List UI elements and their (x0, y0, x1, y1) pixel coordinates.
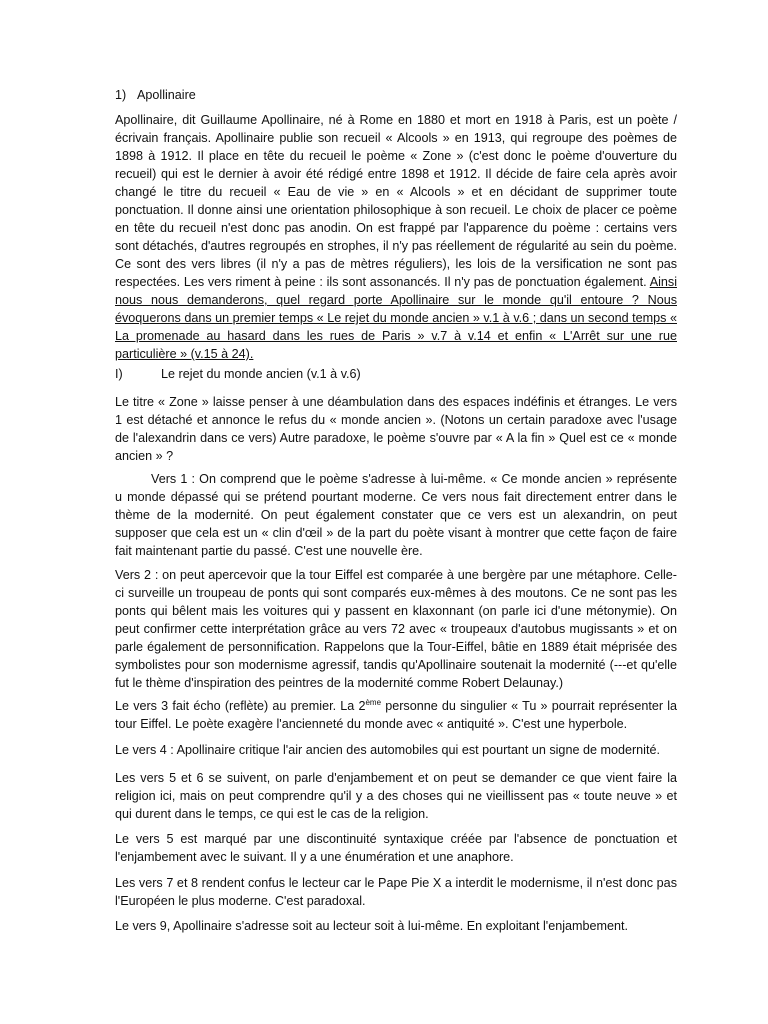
heading-number: 1) (115, 88, 127, 102)
paragraph-titre-zone: Le titre « Zone » laisse penser à une déambulation dans des espaces indéfinis et étranges. Le vers 1 est détaché et annonce le refus du « monde ancien ». (Notons un certain paradoxe avec l'usage de l'alexandrin dans ce vers) Autre paradoxe, le poème s'ouvre par « A la fin » Quel est ce « monde ancien » ? (115, 395, 677, 463)
superscript-eme: ème (365, 697, 382, 707)
paragraph-vers-2: Vers 2 : on peut apercevoir que la tour Eiffel est comparée à une bergère par une métaphore. Celle-ci surveille un troupeau de ponts qui sont comparés eux-mêmes à des moutons. Ce ne sont pas les ponts qui bêlent mais les voitures qui y passent en klaxonnant (on parle ici d'une métonymie). On peut confirmer cette interprétation grâce au vers 72 avec « troupeaux d'autobus mugissants » et on parle également de personnification. Rappelons que la Tour-Eiffel, bâtie en 1889 était méprisée des symbolistes pour son modernisme agressif, tandis qu'Apollinaire soutenait la modernité (---et qu'elle fut le thème d'inspiration des peintres de la modernité comme Robert Delaunay.) (115, 568, 677, 690)
vers-3-text-start: Le vers 3 fait écho (reflète) au premier. La 2 (115, 699, 366, 713)
paragraph-vers-7-8: Les vers 7 et 8 rendent confus le lecteur car le Pape Pie X a interdit le modernisme, il n'est donc pas l'Européen le plus moderne. C'est paradoxal. (115, 876, 677, 908)
section-heading-rejet (115, 365, 361, 383)
paragraph-vers-5-6: Les vers 5 et 6 se suivent, on parle d'enjambement et on peut se demander ce que vient faire la religion ici, mais on peut comprendre qu'il y a des choses qui ne vieillissent pas « toute neuve » et qui durent dans le temps, ce qui est le cas de la religion. (115, 771, 677, 821)
section-heading-apollinaire (115, 86, 196, 104)
paragraph-vers-1: Vers 1 : On comprend que le poème s'adresse à lui-même. « Ce monde ancien » représente u monde dépassé qui se prétend pourtant moderne. Ce vers nous fait directement entrer dans le thème de la modernité. On peut également constater que ce vers est un alexandrin, on peut supposer que cela est un « clin d'œil » de la part du poète visant à montrer que cette façon de faire fait maintenant partie du passé. C'est une nouvelle ère. (115, 472, 677, 558)
vers-3-text-end: personne du singulier « Tu » pourrait représenter la tour Eiffel. Le poète exagère l'ancienneté du monde avec « antiquité ». C'est une hyperbole. (115, 699, 678, 731)
intro-text: Apollinaire, dit Guillaume Apollinaire, né à Rome en 1880 et mort en 1918 à Paris, est un poète / écrivain français. Apollinaire publie son recueil « Alcools » en 1913, qui regroupe des poèmes de 1898 à 1912. Il place en tête du recueil le poème « Zone » (c'est donc le poème d'ouverture du recueil) qui est le dernier à avoir été rédigé entre 1898 et 1912. Il décide de faire cela après avoir changé le titre du recueil « Eau de vie » en « Alcools » et en décidant de supprimer toute ponctuation. Il donne ainsi une orientation philosophique à son recueil. Le choix de placer ce poème en tête du recueil n'est donc pas anodin. On est frappé par l'apparence du poème : certains vers sont détachés, d'autres regroupés en strophes, il n'y pas réellement de régularité au sein du poème. Ce sont des vers libres (il n'y a pas de mètres réguliers), les lois de la versification ne sont pas respectées. Les vers riment à peine : ils sont assonancés. Il n'y pas de ponctuation également. (115, 113, 677, 289)
paragraph-vers-3 (115, 697, 677, 733)
intro-paragraph (115, 111, 677, 363)
paragraph-vers-4: Le vers 4 : Apollinaire critique l'air ancien des automobiles qui est pourtant un signe de modernité. (115, 743, 660, 757)
paragraph-vers-5: Le vers 5 est marqué par une discontinuité syntaxique créée par l'absence de ponctuation et l'enjambement avec le suivant. Il y a une énumération et une anaphore. (115, 832, 677, 864)
section-number: I) (115, 367, 123, 381)
intro-plan: Ainsi nous nous demanderons, quel regard porte Apollinaire sur le monde qu'il entoure ? Nous évoquerons dans un premier temps « Le rejet du monde ancien » v.1 à v.6 ; dans un second temps « La promenade au hasard dans les rues de Paris » v.7 à v.14 et enfin « L'Arrêt sur une rue particulière » (v.15 à 24). (115, 275, 677, 361)
paragraph-vers-9: Le vers 9, Apollinaire s'adresse soit au lecteur soit à lui-même. En exploitant l'enjambement. (115, 919, 629, 933)
section-title: Le rejet du monde ancien (v.1 à v.6) (161, 367, 361, 381)
heading-title: Apollinaire (137, 88, 196, 102)
